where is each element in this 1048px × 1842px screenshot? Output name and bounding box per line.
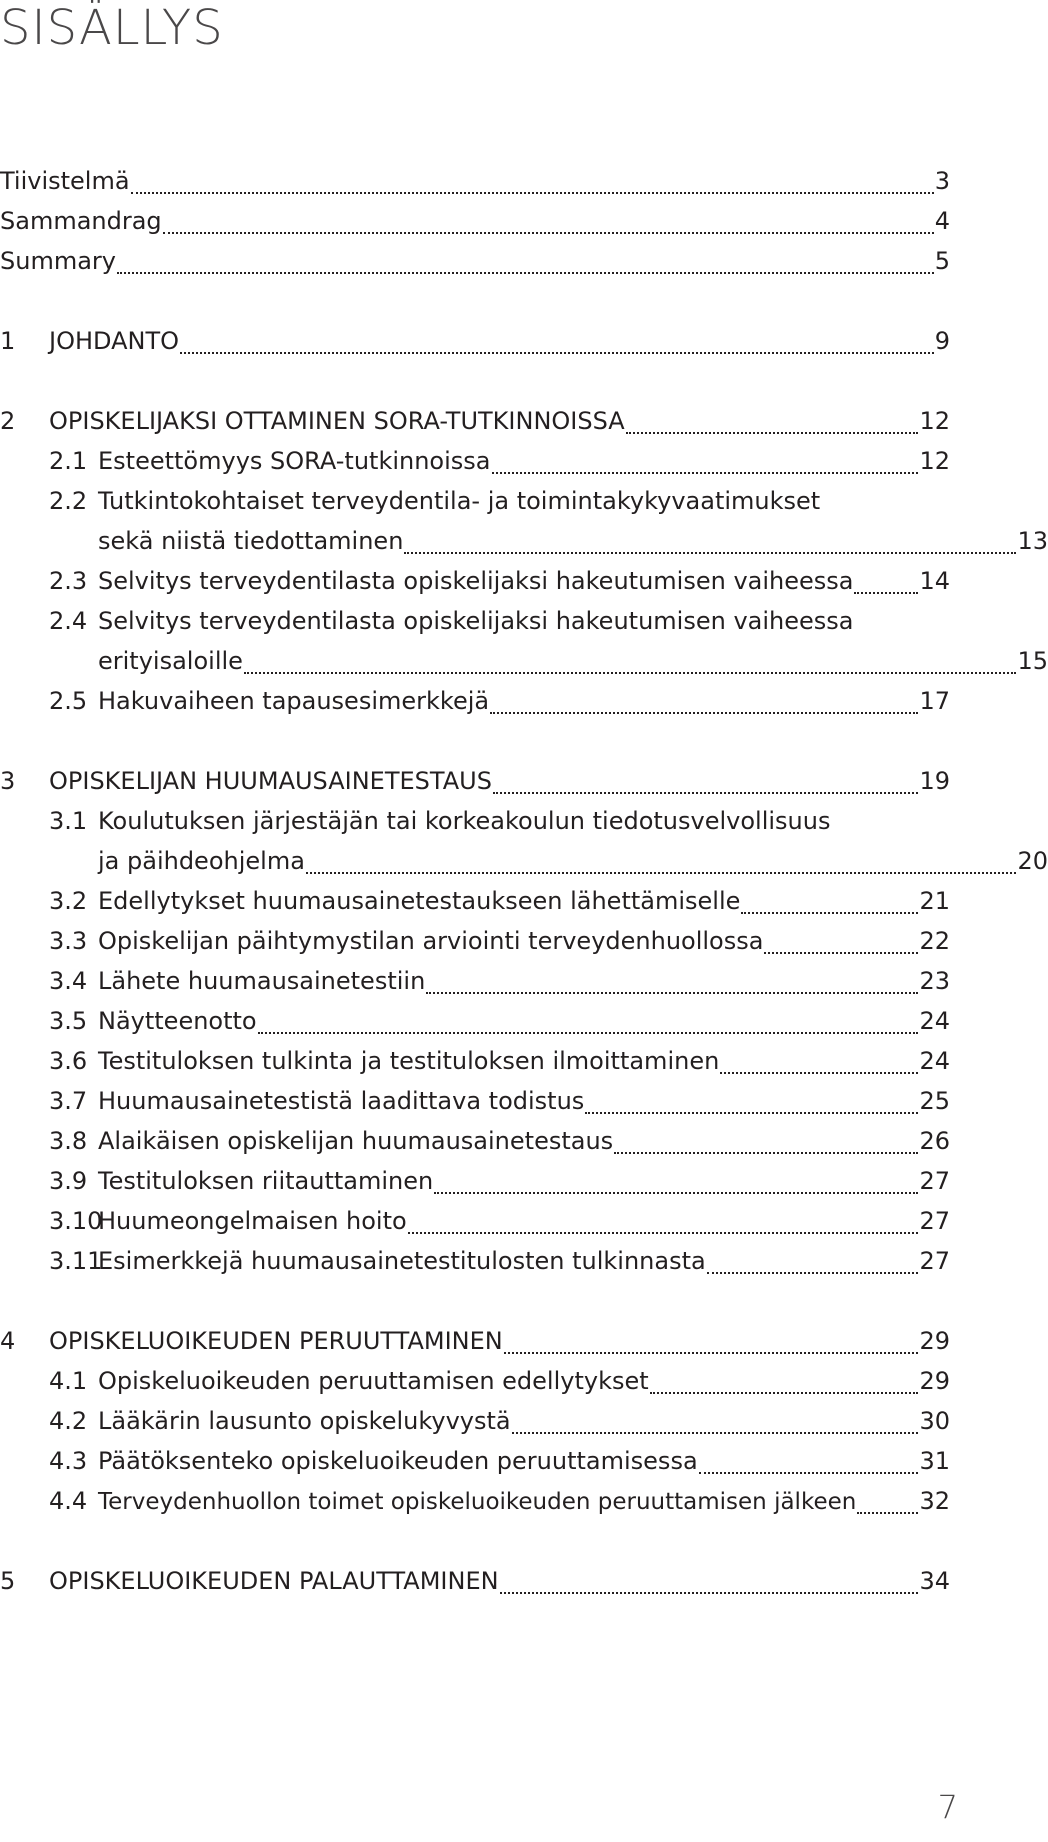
entry-page: 23 (919, 967, 950, 995)
entry-page: 27 (919, 1247, 950, 1275)
entry-title-continuation: sekä niistä tiedottaminen (98, 527, 404, 555)
entry-title: Opiskelijan päihtymystilan arviointi terveydenhuollossa (98, 927, 764, 955)
toc-section-3-4[interactable] (0, 964, 950, 998)
entry-page: 27 (919, 1167, 950, 1195)
entry-title-continuation: ja päihdeohjelma (98, 847, 305, 875)
page-number: 7 (937, 1788, 958, 1826)
entry-title: Edellytykset huumausainetestaukseen lähettämiselle (98, 887, 741, 915)
toc-section-2-2[interactable] (0, 484, 950, 518)
toc-section-2-4-continuation[interactable] (0, 644, 1048, 678)
dot-leader (626, 410, 919, 438)
entry-page: 34 (919, 1567, 950, 1595)
dot-leader (434, 1170, 918, 1198)
toc-chapter-1[interactable] (0, 324, 950, 358)
entry-title: Päätöksenteko opiskeluoikeuden peruuttamisessa (98, 1447, 698, 1475)
dot-leader (500, 1570, 919, 1598)
entry-number: 3.6 (49, 1047, 88, 1075)
entry-page: 29 (919, 1327, 950, 1355)
dot-leader (117, 250, 934, 278)
entry-title: JOHDANTO (49, 327, 179, 355)
dot-leader (504, 1330, 919, 1358)
toc-section-3-1[interactable] (0, 804, 950, 838)
dot-leader (426, 970, 918, 998)
entry-number: 4 (0, 1327, 16, 1355)
toc-entry-summary[interactable] (0, 244, 950, 278)
toc-chapter-4[interactable] (0, 1324, 950, 1358)
entry-page: 24 (919, 1007, 950, 1035)
entry-title: Esimerkkejä huumausainetestitulosten tulkinnasta (98, 1247, 706, 1275)
toc-section-4-4[interactable] (0, 1484, 950, 1518)
entry-title: Huumeongelmaisen hoito (98, 1207, 407, 1235)
entry-page: 27 (919, 1207, 950, 1235)
entry-number: 2 (0, 407, 16, 435)
entry-number: 3.9 (49, 1167, 88, 1195)
entry-number: 2.1 (49, 447, 88, 475)
toc-section-3-3[interactable] (0, 924, 950, 958)
entry-title: Lähete huumausainetestiin (98, 967, 426, 995)
toc-section-3-11[interactable] (0, 1244, 950, 1278)
entry-title: Näytteenotto (98, 1007, 257, 1035)
entry-title: Summary (0, 247, 116, 275)
dot-leader (258, 1010, 919, 1038)
entry-title: Testituloksen riitauttaminen (98, 1167, 434, 1195)
toc-section-3-10[interactable] (0, 1204, 950, 1238)
dot-leader (764, 930, 918, 958)
entry-page: 22 (919, 927, 950, 955)
toc-entry-tiivistelma[interactable] (0, 164, 950, 198)
toc-chapter-3[interactable] (0, 764, 950, 798)
toc-section-2-3[interactable] (0, 564, 950, 598)
entry-page: 26 (919, 1127, 950, 1155)
dot-leader (650, 1370, 919, 1398)
entry-number: 4.4 (49, 1487, 88, 1515)
dot-leader (720, 1050, 918, 1078)
dot-leader (857, 1490, 918, 1518)
entry-title: Selvitys terveydentilasta opiskelijaksi hakeutumisen vaiheessa (98, 607, 854, 635)
entry-number: 2.2 (49, 487, 88, 515)
entry-title: Hakuvaiheen tapausesimerkkejä (98, 687, 490, 715)
toc-section-3-2[interactable] (0, 884, 950, 918)
entry-number: 3.1 (49, 807, 88, 835)
entry-title: OPISKELIJAN HUUMAUSAINETESTAUS (49, 767, 492, 795)
entry-title: Esteettömyys SORA-tutkinnoissa (98, 447, 491, 475)
toc-section-4-3[interactable] (0, 1444, 950, 1478)
toc-section-2-4[interactable] (0, 604, 950, 638)
entry-title: OPISKELIJAKSI OTTAMINEN SORA-TUTKINNOISSA (49, 407, 625, 435)
dot-leader (493, 770, 919, 798)
toc-section-2-1[interactable] (0, 444, 950, 478)
entry-title: Koulutuksen järjestäjän tai korkeakoulun tiedotusvelvollisuus (98, 807, 831, 835)
dot-leader (492, 450, 919, 478)
entry-page: 25 (919, 1087, 950, 1115)
entry-number: 5 (0, 1567, 16, 1595)
entry-page: 17 (919, 687, 950, 715)
entry-number: 4.3 (49, 1447, 88, 1475)
entry-page: 9 (934, 327, 950, 355)
entry-page: 12 (919, 407, 950, 435)
entry-number: 3.5 (49, 1007, 88, 1035)
entry-page: 20 (1017, 847, 1048, 875)
toc-section-3-8[interactable] (0, 1124, 950, 1158)
entry-title: Testituloksen tulkinta ja testituloksen ilmoittaminen (98, 1047, 720, 1075)
entry-number: 3.11 (49, 1247, 103, 1275)
entry-page: 13 (1017, 527, 1048, 555)
entry-number: 3.2 (49, 887, 88, 915)
page-title: SISÄLLYS (0, 0, 224, 56)
entry-title-continuation: erityisaloille (98, 647, 243, 675)
toc-entry-sammandrag[interactable] (0, 204, 950, 238)
toc-section-2-2-continuation[interactable] (0, 524, 1048, 558)
toc-chapter-5[interactable] (0, 1564, 950, 1598)
entry-number: 1 (0, 327, 16, 355)
entry-number: 3.3 (49, 927, 88, 955)
entry-number: 3.10 (49, 1207, 103, 1235)
entry-page: 12 (919, 447, 950, 475)
entry-title: Selvitys terveydentilasta opiskelijaksi hakeutumisen vaiheessa (98, 567, 854, 595)
entry-page: 24 (919, 1047, 950, 1075)
dot-leader (163, 210, 934, 238)
toc-section-3-5[interactable] (0, 1004, 950, 1038)
entry-number: 3 (0, 767, 16, 795)
dot-leader (404, 530, 1016, 558)
entry-number: 3.4 (49, 967, 88, 995)
entry-number: 4.2 (49, 1407, 88, 1435)
dot-leader (614, 1130, 918, 1158)
entry-title: Opiskeluoikeuden peruuttamisen edellytykset (98, 1367, 649, 1395)
entry-page: 30 (919, 1407, 950, 1435)
entry-number: 3.8 (49, 1127, 88, 1155)
entry-page: 4 (934, 207, 950, 235)
entry-page: 29 (919, 1367, 950, 1395)
entry-title: Tutkintokohtaiset terveydentila- ja toimintakykyvaatimukset (98, 487, 821, 515)
entry-number: 4.1 (49, 1367, 88, 1395)
entry-page: 31 (919, 1447, 950, 1475)
dot-leader (180, 330, 934, 358)
entry-page: 3 (934, 167, 950, 195)
dot-leader (854, 570, 918, 598)
toc-section-2-5[interactable] (0, 684, 950, 718)
dot-leader (306, 850, 1017, 878)
toc-section-4-2[interactable] (0, 1404, 950, 1438)
entry-number: 3.7 (49, 1087, 88, 1115)
toc-section-4-1[interactable] (0, 1364, 950, 1398)
entry-title: Lääkärin lausunto opiskelukyvystä (98, 1407, 511, 1435)
entry-title: Tiivistelmä (0, 167, 130, 195)
dot-leader (244, 650, 1017, 678)
entry-title: OPISKELUOIKEUDEN PALAUTTAMINEN (49, 1567, 499, 1595)
toc-section-3-1-continuation[interactable] (0, 844, 1048, 878)
dot-leader (131, 170, 934, 198)
entry-page: 32 (919, 1487, 950, 1515)
toc-section-3-9[interactable] (0, 1164, 950, 1198)
entry-page: 19 (919, 767, 950, 795)
entry-number: 2.3 (49, 567, 88, 595)
entry-number: 2.5 (49, 687, 88, 715)
dot-leader (741, 890, 918, 918)
toc-section-3-7[interactable] (0, 1084, 950, 1118)
entry-title: OPISKELUOIKEUDEN PERUUTTAMINEN (49, 1327, 503, 1355)
entry-number: 2.4 (49, 607, 88, 635)
dot-leader (490, 690, 918, 718)
dot-leader (707, 1250, 919, 1278)
entry-title: Alaikäisen opiskelijan huumausainetestaus (98, 1127, 614, 1155)
entry-page: 21 (919, 887, 950, 915)
dot-leader (699, 1450, 919, 1478)
entry-page: 15 (1017, 647, 1048, 675)
dot-leader (408, 1210, 919, 1238)
entry-page: 5 (934, 247, 950, 275)
dot-leader (585, 1090, 918, 1118)
entry-title: Sammandrag (0, 207, 162, 235)
entry-page: 14 (919, 567, 950, 595)
dot-leader (512, 1410, 919, 1438)
entry-title: Huumausainetestistä laadittava todistus (98, 1087, 585, 1115)
toc-chapter-2[interactable] (0, 404, 950, 438)
toc-section-3-6[interactable] (0, 1044, 950, 1078)
entry-title: Terveydenhuollon toimet opiskeluoikeuden peruuttamisen jälkeen (98, 1489, 857, 1515)
